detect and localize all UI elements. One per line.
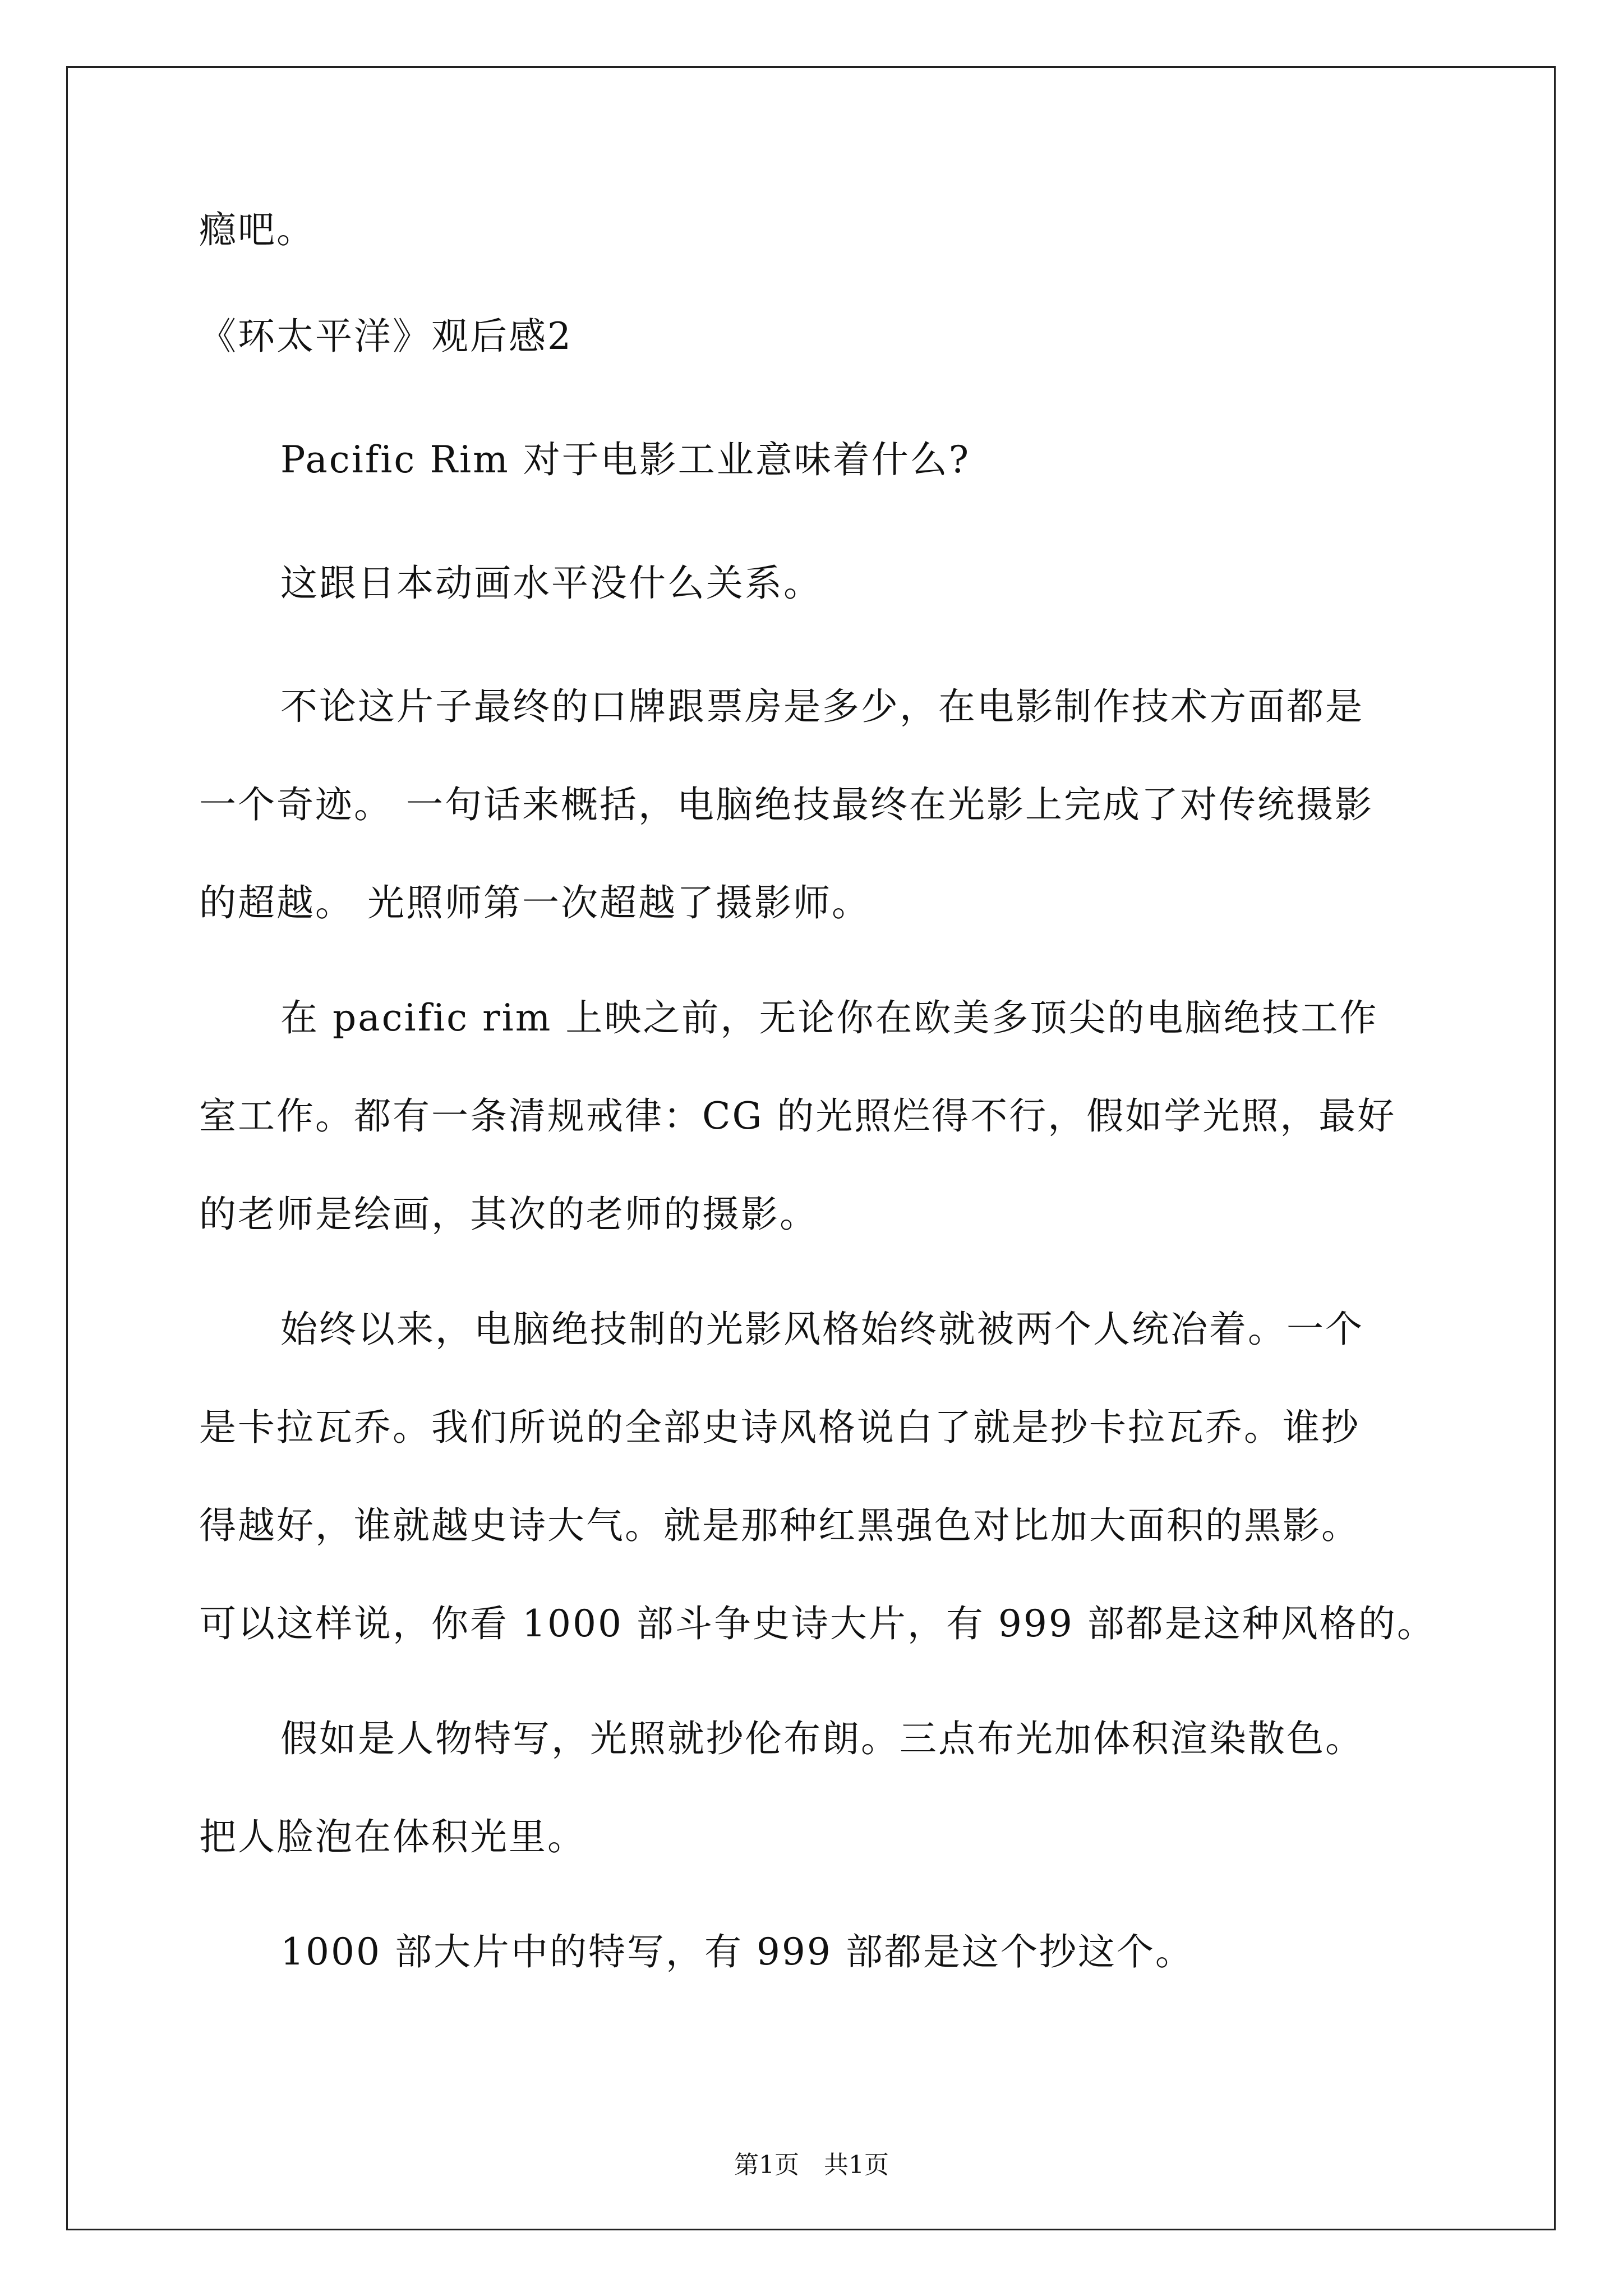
text-line-5: 不论这片子最终的口牌跟票房是多少，在电影制作技术方面都是 xyxy=(280,685,1364,728)
text-line-1: 瘾吧。 xyxy=(199,208,315,251)
text-line-14: 可以这样说，你看 1000 部斗争史诗大片，有 999 部都是这种风格的。 xyxy=(199,1602,1436,1645)
text-line-9: 室工作。都有一条清规戒律：CG 的光照烂得不行，假如学光照，最好 xyxy=(199,1094,1396,1138)
text-line-15: 假如是人物特写，光照就抄伦布朗。三点布光加体积渲染散色。 xyxy=(280,1717,1364,1760)
text-line-11: 始终以来，电脑绝技制的光影风格始终就被两个人统冶着。一个 xyxy=(280,1308,1364,1351)
text-line-8: 在 pacific rim 上映之前，无论你在欧美多顶尖的电脑绝技工作 xyxy=(280,996,1378,1039)
text-line-6: 一个奇迹。 一句话来概括，电脑绝技最终在光影上完成了对传统摄影 xyxy=(199,783,1373,826)
text-line-12: 是卡拉瓦乔。我们所说的全部史诗风格说白了就是抄卡拉瓦乔。谁抄 xyxy=(199,1406,1360,1449)
text-line-10: 的老师是绘画，其次的老师的摄影。 xyxy=(199,1193,818,1236)
text-line-3: Pacific Rim 对于电影工业意味着什么? xyxy=(280,438,971,481)
page-number: 第1页 共1页 xyxy=(734,2151,889,2179)
section-heading: 《环太平洋》观后感2 xyxy=(199,315,573,358)
text-line-13: 得越好，谁就越史诗大气。就是那种红黑强色对比加大面积的黑影。 xyxy=(199,1504,1360,1547)
text-line-17: 1000 部大片中的特写，有 999 部都是这个抄这个。 xyxy=(280,1930,1194,1973)
text-line-4: 这跟日本动画水平没什么关系。 xyxy=(280,562,822,605)
text-line-7: 的超越。 光照师第一次超越了摄影师。 xyxy=(199,881,870,924)
page-border xyxy=(66,66,1556,2230)
text-line-16: 把人脸泡在体积光里。 xyxy=(199,1815,586,1858)
